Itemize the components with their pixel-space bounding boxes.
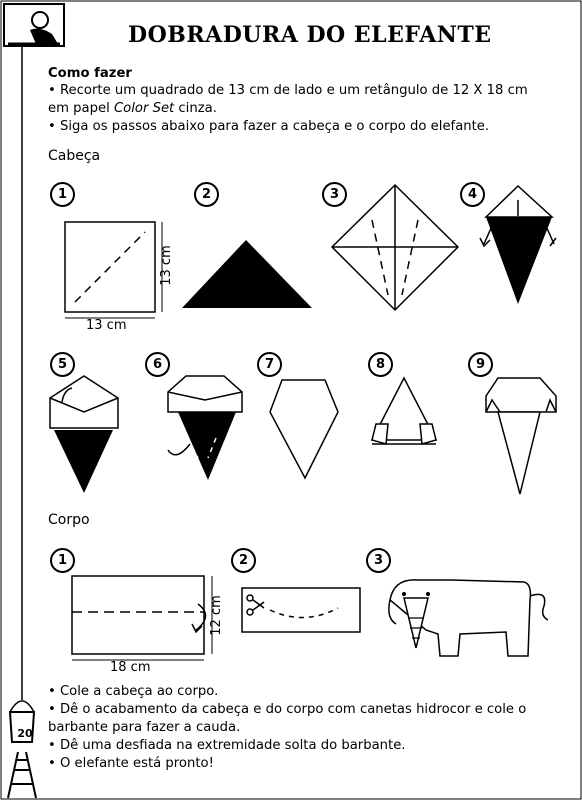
body-step-number: 3 — [366, 548, 391, 573]
ladder-icon — [8, 752, 36, 798]
head-step-number: 6 — [145, 352, 170, 377]
body-step-number: 2 — [231, 548, 256, 573]
instruction-line-3: • Siga os passos abaixo para fazer a cabeça e o corpo do elefante. — [48, 119, 490, 134]
head-width-dimension: 13 cm — [86, 318, 127, 333]
head-step-4-diagram — [480, 186, 556, 304]
head-step-number: 7 — [257, 352, 282, 377]
head-height-dimension: 13 cm — [158, 245, 174, 286]
page-title: DOBRADURA DO ELEFANTE — [128, 22, 492, 48]
head-step-number: 1 — [50, 182, 75, 207]
final-instruction: • Cole a cabeça ao corpo. — [48, 684, 219, 699]
body-height-dimension: 12 cm — [208, 595, 224, 636]
head-step-number: 3 — [322, 182, 347, 207]
final-instruction: • O elefante está pronto! — [48, 756, 214, 771]
final-instruction: • Dê uma desfiada na extremidade solta do barbante. — [48, 738, 406, 753]
page-number: 20 — [17, 727, 33, 740]
instruction-line-2-start: em papel — [48, 101, 114, 116]
instructions-heading: Como fazer — [48, 66, 132, 81]
paper-brand: Color Set — [113, 101, 175, 116]
instruction-line-2-end: cinza. — [174, 101, 217, 116]
head-step-3-diagram — [332, 185, 458, 310]
head-step-number: 9 — [468, 352, 493, 377]
head-step-number: 8 — [368, 352, 393, 377]
head-step-number: 4 — [460, 182, 485, 207]
head-step-7-diagram — [270, 380, 338, 478]
body-step-3-elephant-diagram — [389, 580, 548, 656]
instruction-line-1: • Recorte um quadrado de 13 cm de lado e um retângulo de 12 X 18 cm — [48, 83, 528, 98]
final-instruction: • Dê o acabamento da cabeça e do corpo com canetas hidrocor e cole o — [48, 702, 527, 717]
head-step-number: 2 — [194, 182, 219, 207]
body-step-number: 1 — [50, 548, 75, 573]
body-width-dimension: 18 cm — [110, 660, 151, 675]
final-instruction: barbante para fazer a cauda. — [48, 720, 241, 735]
head-step-6-diagram — [168, 376, 242, 480]
body-step-1-diagram — [72, 576, 212, 660]
body-step-2-diagram — [242, 588, 360, 632]
body-section-label: Corpo — [48, 512, 90, 528]
instruction-line-2 — [48, 99, 217, 118]
mascot-icon — [4, 4, 64, 46]
head-step-1-diagram — [65, 222, 162, 318]
head-section-label: Cabeça — [48, 148, 101, 164]
head-step-2-diagram — [182, 240, 312, 308]
head-step-9-diagram — [486, 378, 556, 494]
head-step-5-diagram — [50, 376, 118, 493]
head-step-number: 5 — [50, 352, 75, 377]
head-step-8-diagram — [372, 378, 436, 444]
